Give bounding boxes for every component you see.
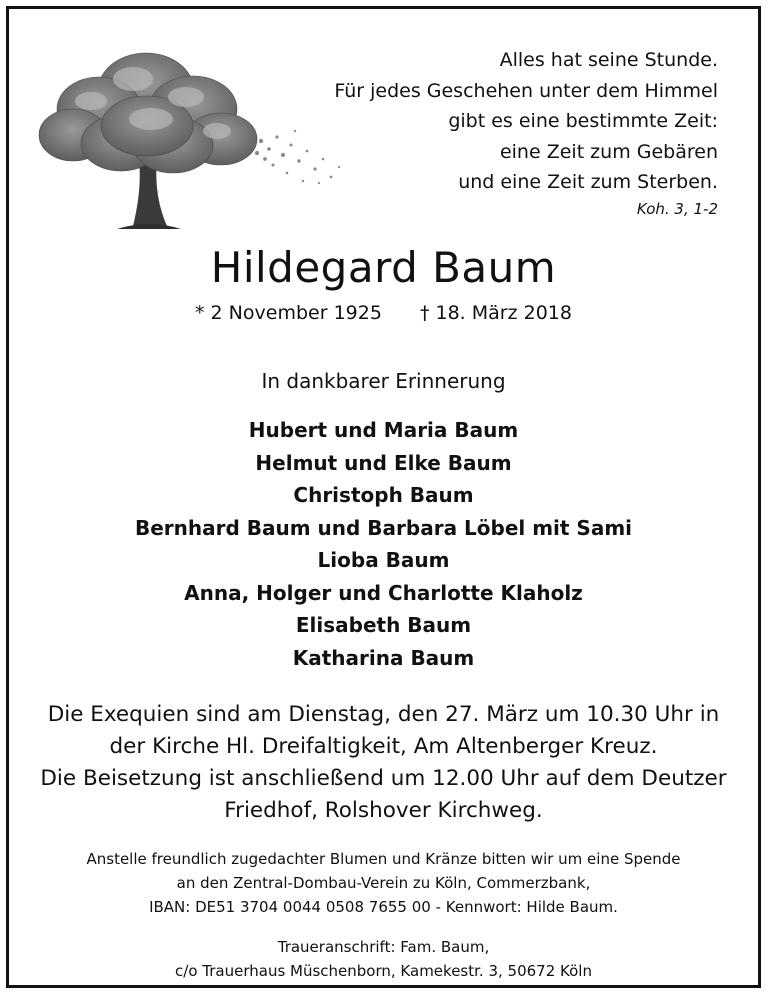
verse-line: eine Zeit zum Gebären — [499, 140, 718, 163]
mourner-name: Katharina Baum — [292, 645, 475, 670]
mourner-name: Lioba Baum — [317, 548, 450, 572]
address-line: c/o Trauerhaus Müschenborn, Kamekestr. 3, 50672 Köln — [175, 962, 592, 980]
life-dates — [9, 302, 758, 324]
mourner-name: Bernhard Baum und Barbara Löbel mit Sami — [134, 515, 633, 540]
mourners-list — [9, 414, 758, 674]
verse-line: gibt es eine bestimmte Zeit: — [448, 110, 718, 132]
verse-line: und eine Zeit zum Sterben. — [458, 171, 718, 193]
deceased-name: Hildegard Baum — [210, 243, 557, 292]
service-line: der Kirche Hl. Dreifaltigkeit, Am Altenberger Kreuz. — [109, 734, 658, 759]
mourner-name: Anna, Holger und Charlotte Klaholz — [184, 580, 583, 605]
donation-line: an den Zentral-Dombau-Verein zu Köln, Commerzbank, — [176, 874, 591, 892]
bible-verse — [334, 45, 718, 220]
service-line: Friedhof, Rolshover Kirchweg. — [224, 798, 543, 823]
mourner-name: Christoph Baum — [293, 483, 474, 507]
death-date: † 18. März 2018 — [419, 302, 572, 324]
address-line: Traueranschrift: Fam. Baum, — [277, 938, 490, 956]
mourner-name: Elisabeth Baum — [295, 613, 472, 637]
donation-line: IBAN: DE51 3704 0044 0508 7655 00 - Kennwort: Hilde Baum. — [149, 898, 618, 916]
tree-illustration — [21, 31, 351, 236]
service-info — [9, 699, 758, 827]
verse-reference: Koh. 3, 1-2 — [636, 199, 718, 218]
verse-line: Für jedes Geschehen unter dem Himmel — [334, 79, 718, 102]
verse-line: Alles hat seine Stunde. — [499, 49, 718, 71]
birth-date: * 2 November 1925 — [195, 302, 382, 324]
obituary-notice — [6, 6, 761, 988]
mourning-address — [9, 935, 758, 983]
mourner-name: Helmut und Elke Baum — [255, 450, 512, 475]
intro-text: In dankbarer Erinnerung — [261, 369, 506, 393]
mourner-name: Hubert und Maria Baum — [248, 418, 519, 442]
service-line: Die Exequien sind am Dienstag, den 27. März um 10.30 Uhr in — [47, 702, 720, 727]
donation-line: Anstelle freundlich zugedachter Blumen und Kränze bitten wir um eine Spende — [86, 850, 681, 868]
donation-note — [9, 847, 758, 919]
service-line: Die Beisetzung ist anschließend um 12.00 Uhr auf dem Deutzer — [40, 766, 727, 791]
